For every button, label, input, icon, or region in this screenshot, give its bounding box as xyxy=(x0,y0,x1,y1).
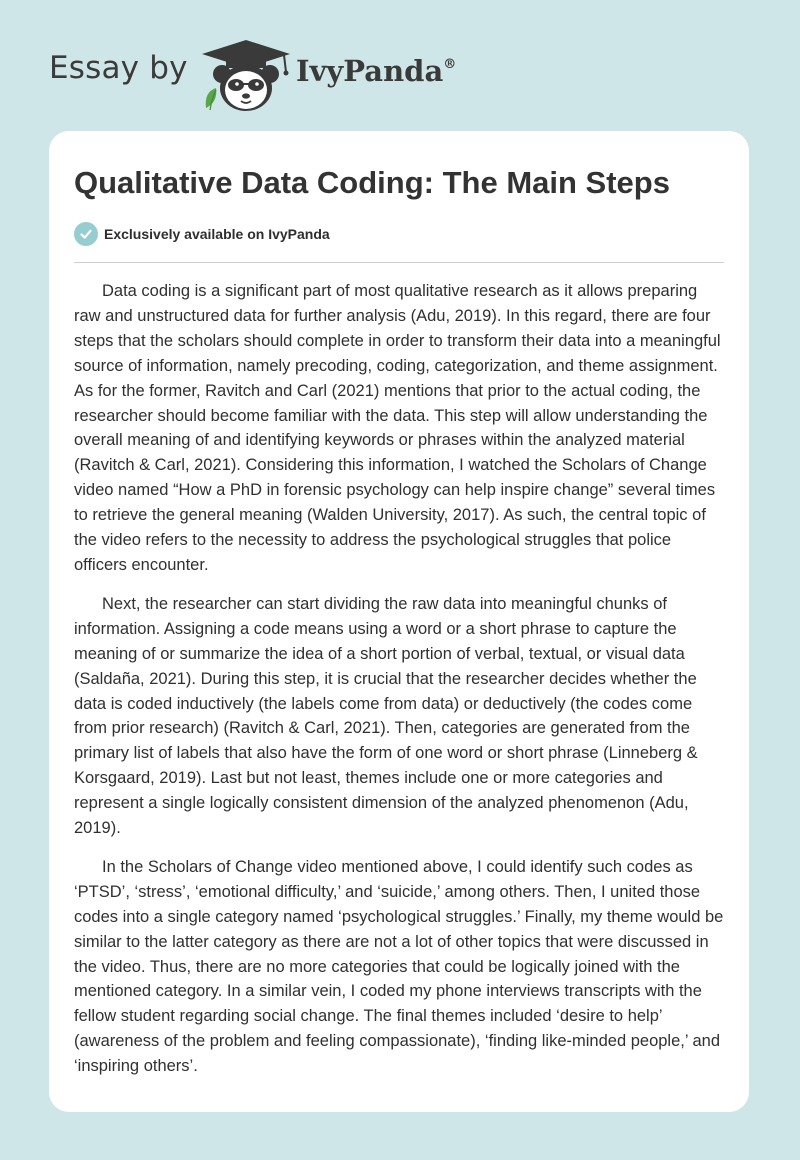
essay-body xyxy=(74,279,728,1093)
divider xyxy=(74,262,724,263)
panda-logo-icon[interactable] xyxy=(198,38,294,114)
essay-card xyxy=(49,131,749,1112)
brand-name[interactable] xyxy=(296,54,456,88)
paragraph-1: Data coding is a significant part of most qualitative research as it allows preparing raw and unstructured data for further analysis (Adu, 2019). In this regard, there are four steps that the scholars should complete in order to transform their data into a meaningful source of information, namely precoding, coding, categorization, and theme assignment. As for the former, Ravitch and Carl (2021) mentions that prior to the actual coding, the researcher should become familiar with the data. This step will allow understanding the overall meaning of and identifying keywords or phrases within the analyzed material (Ravitch & Carl, 2021). Considering this information, I watched the Scholars of Change video named “How a PhD in forensic psychology can help inspire change” several times to retrieve the general meaning (Walden University, 2017). As such, the central topic of the video refers to the necessity to address the psychological struggles that police officers encounter. xyxy=(74,282,721,574)
essay-by-label: Essay by xyxy=(49,50,188,86)
check-circle-icon xyxy=(74,222,98,246)
brand-label: IvyPanda xyxy=(296,54,444,88)
paragraph-2: Next, the researcher can start dividing the raw data into meaningful chunks of information. Assigning a code means using a word or a short phrase to capture the meaning of or summarize the idea of a short portion of verbal, textual, or visual data (Saldaña, 2021). During this step, it is crucial that the researcher decides whether the data is coded inductively (the labels come from data) or deductively (the codes come from prior research) (Ravitch & Carl, 2021). Then, categories are generated from the primary list of labels that also have the form of one word or short phrase (Linneberg & Korsgaard, 2019). Last but not least, themes include one or more categories and represent a single logically consistent dimension of the analyzed phenomenon (Adu, 2019). xyxy=(74,594,698,838)
availability-badge xyxy=(74,222,330,246)
page-title: Qualitative Data Coding: The Main Steps xyxy=(74,165,670,200)
availability-text: Exclusively available on IvyPanda xyxy=(104,226,330,242)
paragraph-3: In the Scholars of Change video mentioned above, I could identify such codes as ‘PTSD’, ‘stress’, ‘emotional difficulty,’ and ‘suicide,’ among others. Then, I united those codes into a single category named ‘psychological struggles.’ Finally, my theme would be similar to the latter category as there are not a lot of other topics that were discussed in the video. Thus, there are no more categories that could be logically joined with the mentioned category. In a similar vein, I coded my phone interviews transcripts with the fellow student regarding social change. The final themes included ‘desire to help’ (awareness of the problem and feeling compassionate), ‘finding like-minded people,’ and ‘inspiring others’. xyxy=(74,857,724,1076)
registered-mark: ® xyxy=(443,57,457,73)
site-header xyxy=(0,0,800,130)
